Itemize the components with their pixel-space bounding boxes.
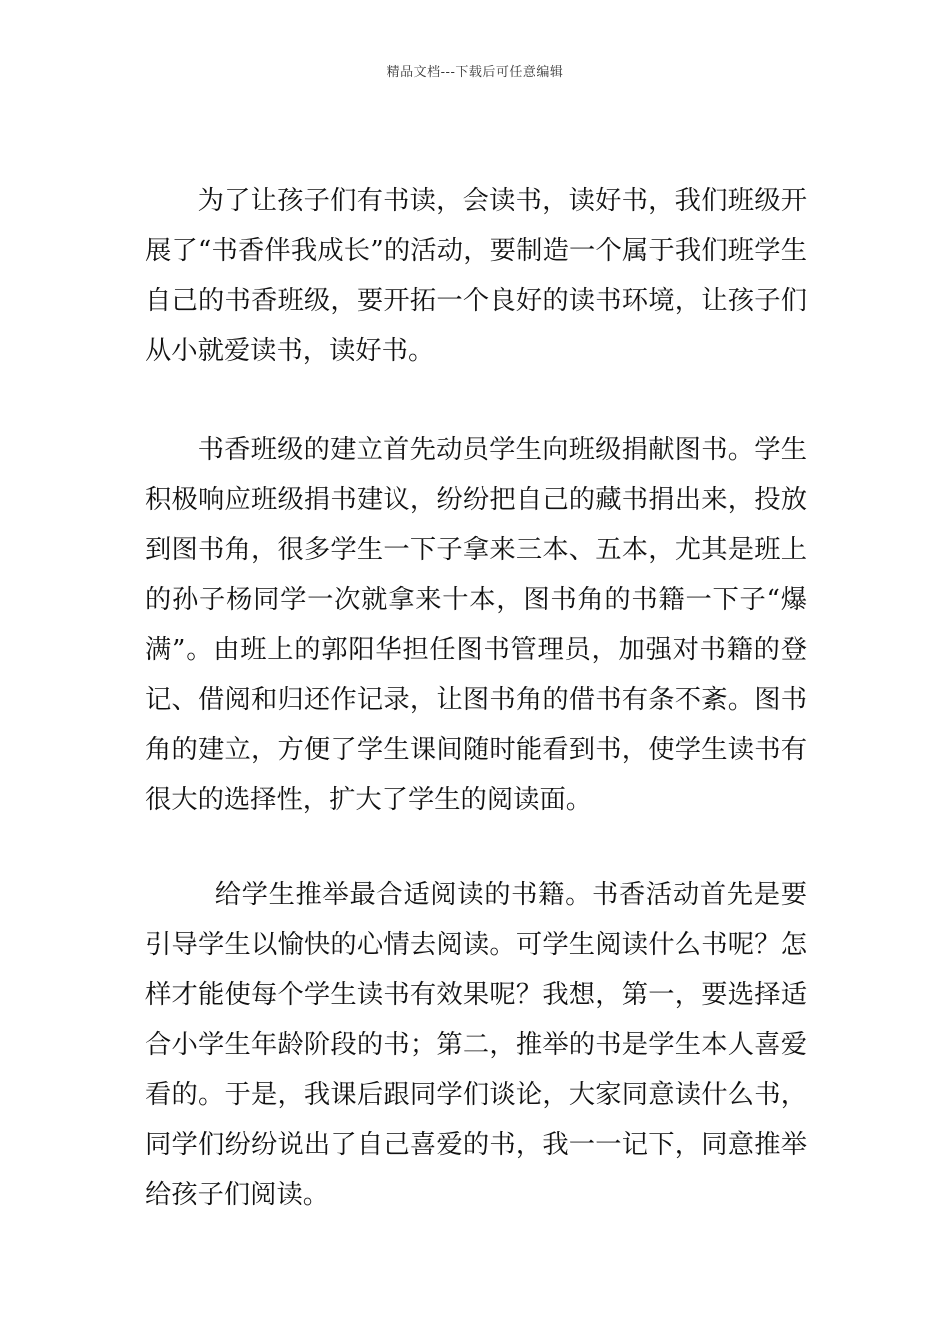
page-header: 精品文档---下载后可任意编辑 [386, 65, 564, 80]
body-paragraph-2: 书香班级的建立首先动员学生向班级捐献图书。学生积极响应班级捐书建议，纷纷把自己的藏书捐出来，投放到图书角，很多学生一下子拿来三本、五本，尤其是班上的孙子杨同学一次就拿来十本，图书角的书籍一下子“爆满”。由班上的郭阳华担任图书管理员，加强对书籍的登记、借阅和归还作记录，让图书角的借书有条不紊。图书角的建立，方便了学生课间随时能看到书，使学生读书有很大的选择性，扩大了学生的阅读面。 [145, 435, 807, 815]
body-paragraph-3: 给学生推举最合适阅读的书籍。书香活动首先是要引导学生以愉快的心情去阅读。可学生阅读什么书呢？怎样才能使每个学生读书有效果呢？我想，第一，要选择适合小学生年龄阶段的书；第二，推举的书是学生本人喜爱看的。于是，我课后跟同学们谈论，大家同意读什么书，同学们纷纷说出了自己喜爱的书，我一一记下，同意推举给孩子们阅读。 [145, 880, 807, 1210]
body-paragraph-1: 为了让孩子们有书读，会读书，读好书，我们班级开展了“书香伴我成长”的活动，要制造一个属于我们班学生自己的书香班级，要开拓一个良好的读书环境，让孩子们从小就爱读书，读好书。 [145, 186, 807, 366]
